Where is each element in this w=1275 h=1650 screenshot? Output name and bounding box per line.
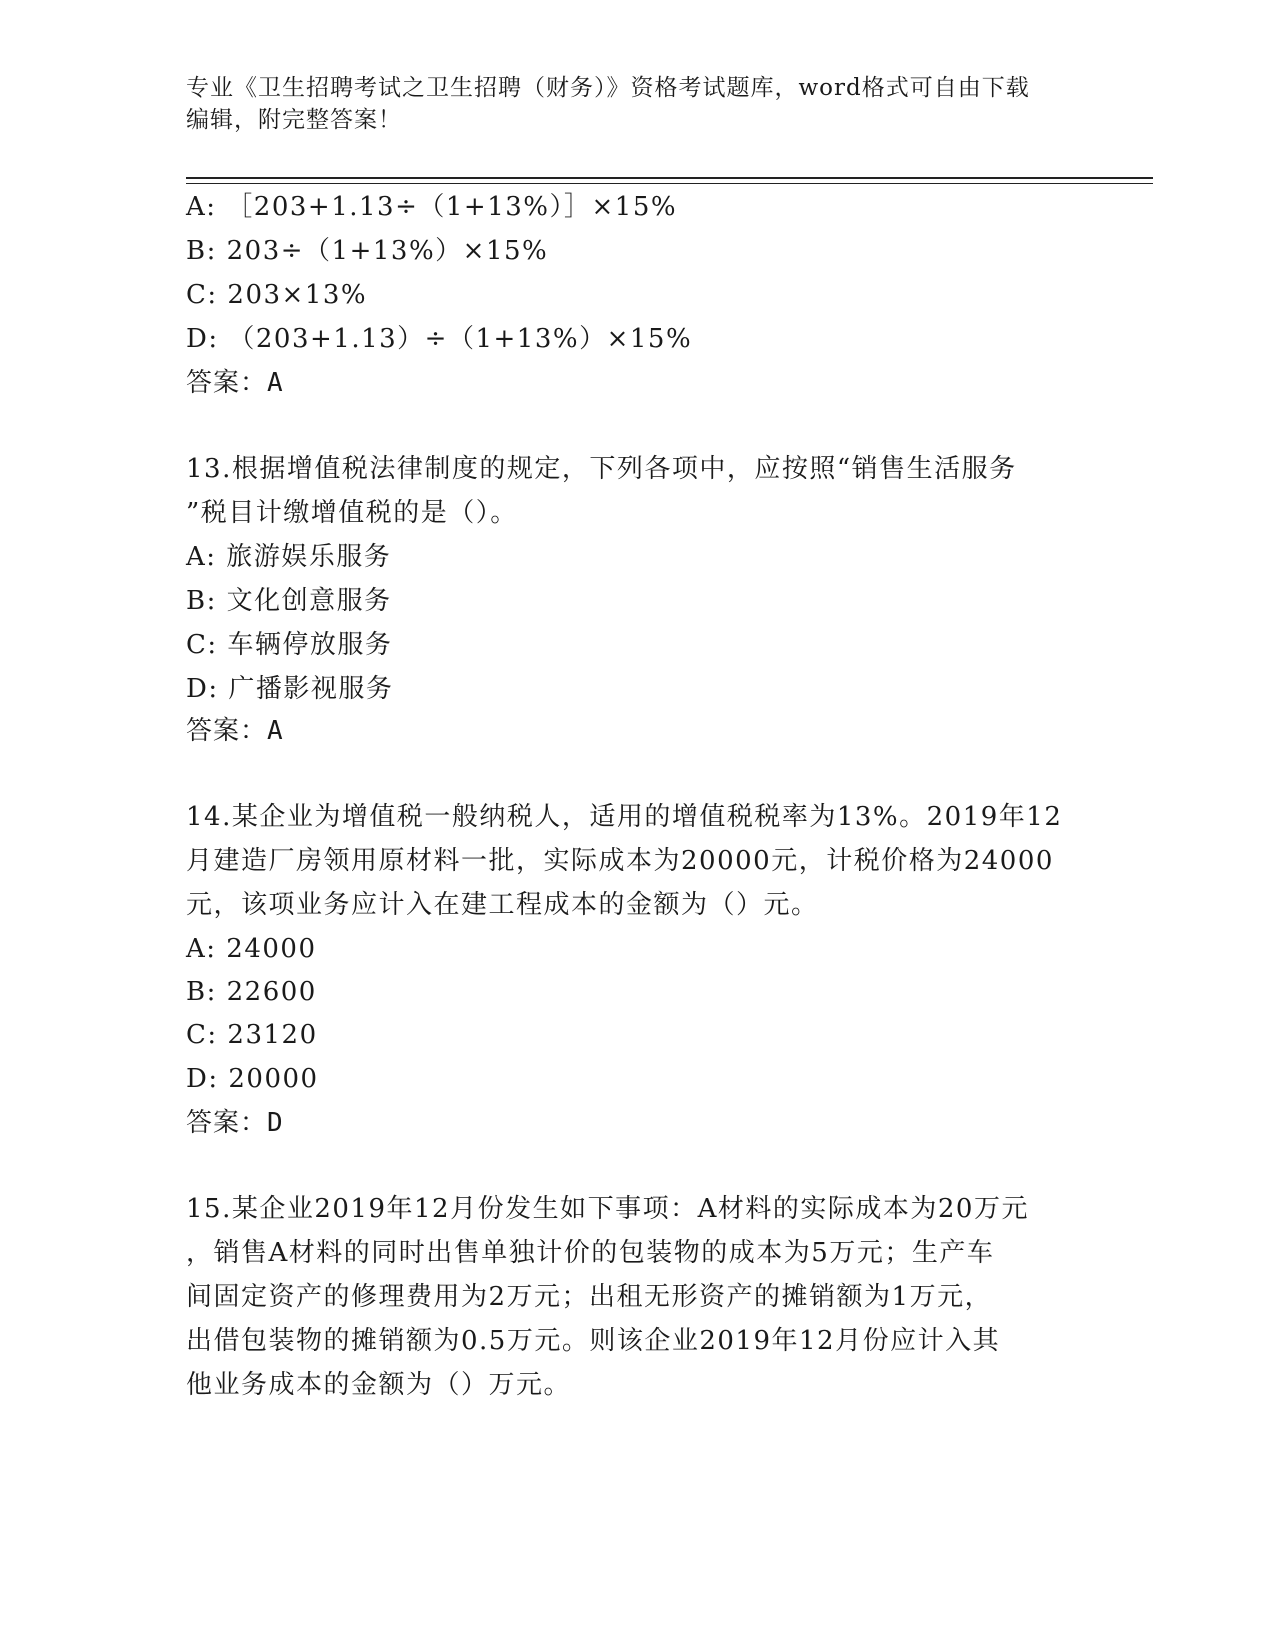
answer-label: 答案： xyxy=(186,1108,268,1138)
answer-value: D xyxy=(267,1108,284,1138)
q15-stem-line-5: 他业务成本的金额为（）万元。 xyxy=(186,1370,572,1400)
q13-option-d: D: 广播影视服务 xyxy=(186,674,394,704)
answer-label: 答案： xyxy=(186,716,268,746)
answer-value: A xyxy=(267,716,284,746)
q13-stem-line-2: ”税目计缴增值税的是（）。 xyxy=(186,498,518,528)
q14-option-d: D: 20000 xyxy=(186,1064,319,1094)
q14-option-a: A: 24000 xyxy=(186,934,317,964)
q13-option-b: B: 文化创意服务 xyxy=(186,586,392,616)
q12-option-d: D: （203+1.13）÷（1+13%）×15% xyxy=(186,324,693,354)
q15-stem-line-4: 出借包装物的摊销额为0.5万元。则该企业2019年12月份应计入其 xyxy=(186,1326,1001,1356)
q14-answer xyxy=(186,1106,284,1140)
q13-stem-line-1: 13.根据增值税法律制度的规定，下列各项中，应按照“销售生活服务 xyxy=(186,454,1017,484)
q15-stem-line-3: 间固定资产的修理费用为2万元；出租无形资产的摊销额为1万元， xyxy=(186,1282,993,1312)
answer-value: A xyxy=(267,368,284,398)
q14-stem-line-3: 元，该项业务应计入在建工程成本的金额为（）元。 xyxy=(186,890,819,920)
q14-option-c: C: 23120 xyxy=(186,1020,318,1050)
q12-answer xyxy=(186,366,284,400)
header-line-1: 专业《卫生招聘考试之卫生招聘（财务）》资格考试题库，word格式可自由下载 xyxy=(186,75,1030,101)
q14-stem-line-2: 月建造厂房领用原材料一批，实际成本为20000元，计税价格为24000 xyxy=(186,846,1054,876)
q13-option-c: C: 车辆停放服务 xyxy=(186,630,393,660)
q15-stem-line-2: ，销售A材料的同时出售单独计价的包装物的成本为5万元；生产车 xyxy=(186,1238,995,1268)
q14-stem-line-1: 14.某企业为增值税一般纳税人，适用的增值税税率为13%。2019年12 xyxy=(186,802,1063,832)
q13-answer xyxy=(186,714,284,748)
q15-stem-line-1: 15.某企业2019年12月份发生如下事项：A材料的实际成本为20万元 xyxy=(186,1194,1029,1224)
document-header xyxy=(186,72,1086,136)
header-divider-thick xyxy=(186,177,1153,179)
q12-option-a: A: ［203+1.13÷（1+13%）］×15% xyxy=(186,192,678,222)
header-line-2: 编辑，附完整答案！ xyxy=(186,107,402,133)
q14-option-b: B: 22600 xyxy=(186,977,317,1007)
answer-label: 答案： xyxy=(186,368,268,398)
q12-option-c: C: 203×13% xyxy=(186,280,368,310)
q13-option-a: A: 旅游娱乐服务 xyxy=(186,542,392,572)
q12-option-b: B: 203÷（1+13%）×15% xyxy=(186,236,549,266)
header-divider-thin xyxy=(186,183,1153,184)
